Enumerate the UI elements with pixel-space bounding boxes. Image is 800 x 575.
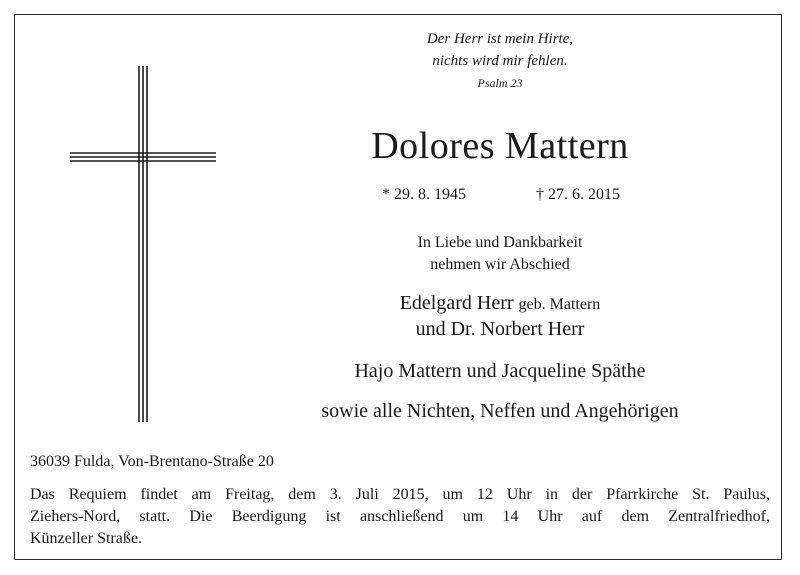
verse-line-2: nichts wird mir fehlen. (432, 53, 568, 69)
verse-source: Psalm 23 (477, 76, 523, 90)
farewell (250, 232, 750, 276)
farewell-line-2: nehmen wir Abschied (430, 256, 570, 273)
mourner-line-3: Hajo Mattern und Jacqueline Späthe (354, 360, 646, 382)
death-date: † 27. 6. 2015 (536, 186, 620, 203)
notice-line-2: Ziehers-Nord, statt. Die Beerdigung ist anschließend um 14 Uhr auf dem Zentralfriedhof, (30, 508, 770, 525)
mourner-maiden-name: geb. Mattern (518, 296, 601, 313)
mourner-line-4: sowie alle Nichten, Neffen und Angehörigen (321, 400, 679, 422)
mourner-name: Edelgard Herr (399, 292, 514, 314)
notice-line-1: Das Requiem findet am Freitag, dem 3. Juli 2015, um 12 Uhr in der Pfarrkirche St. Paulus, (30, 486, 770, 503)
verse-line-1: Der Herr ist mein Hirte, (426, 31, 574, 47)
funeral-notice (30, 484, 770, 550)
birth-date: * 29. 8. 1945 (382, 186, 466, 203)
farewell-line-1: In Liebe und Dankbarkeit (417, 234, 583, 251)
verse (250, 28, 750, 72)
notice-line-3: Künzeller Straße. (30, 530, 142, 547)
cross-icon (70, 66, 216, 422)
deceased-name: Dolores Mattern (371, 125, 629, 167)
address: 36039 Fulda, Von-Brentano-Straße 20 (30, 453, 274, 470)
mourner-line-2: und Dr. Norbert Herr (415, 318, 585, 340)
mourner-line-1 (250, 292, 750, 315)
